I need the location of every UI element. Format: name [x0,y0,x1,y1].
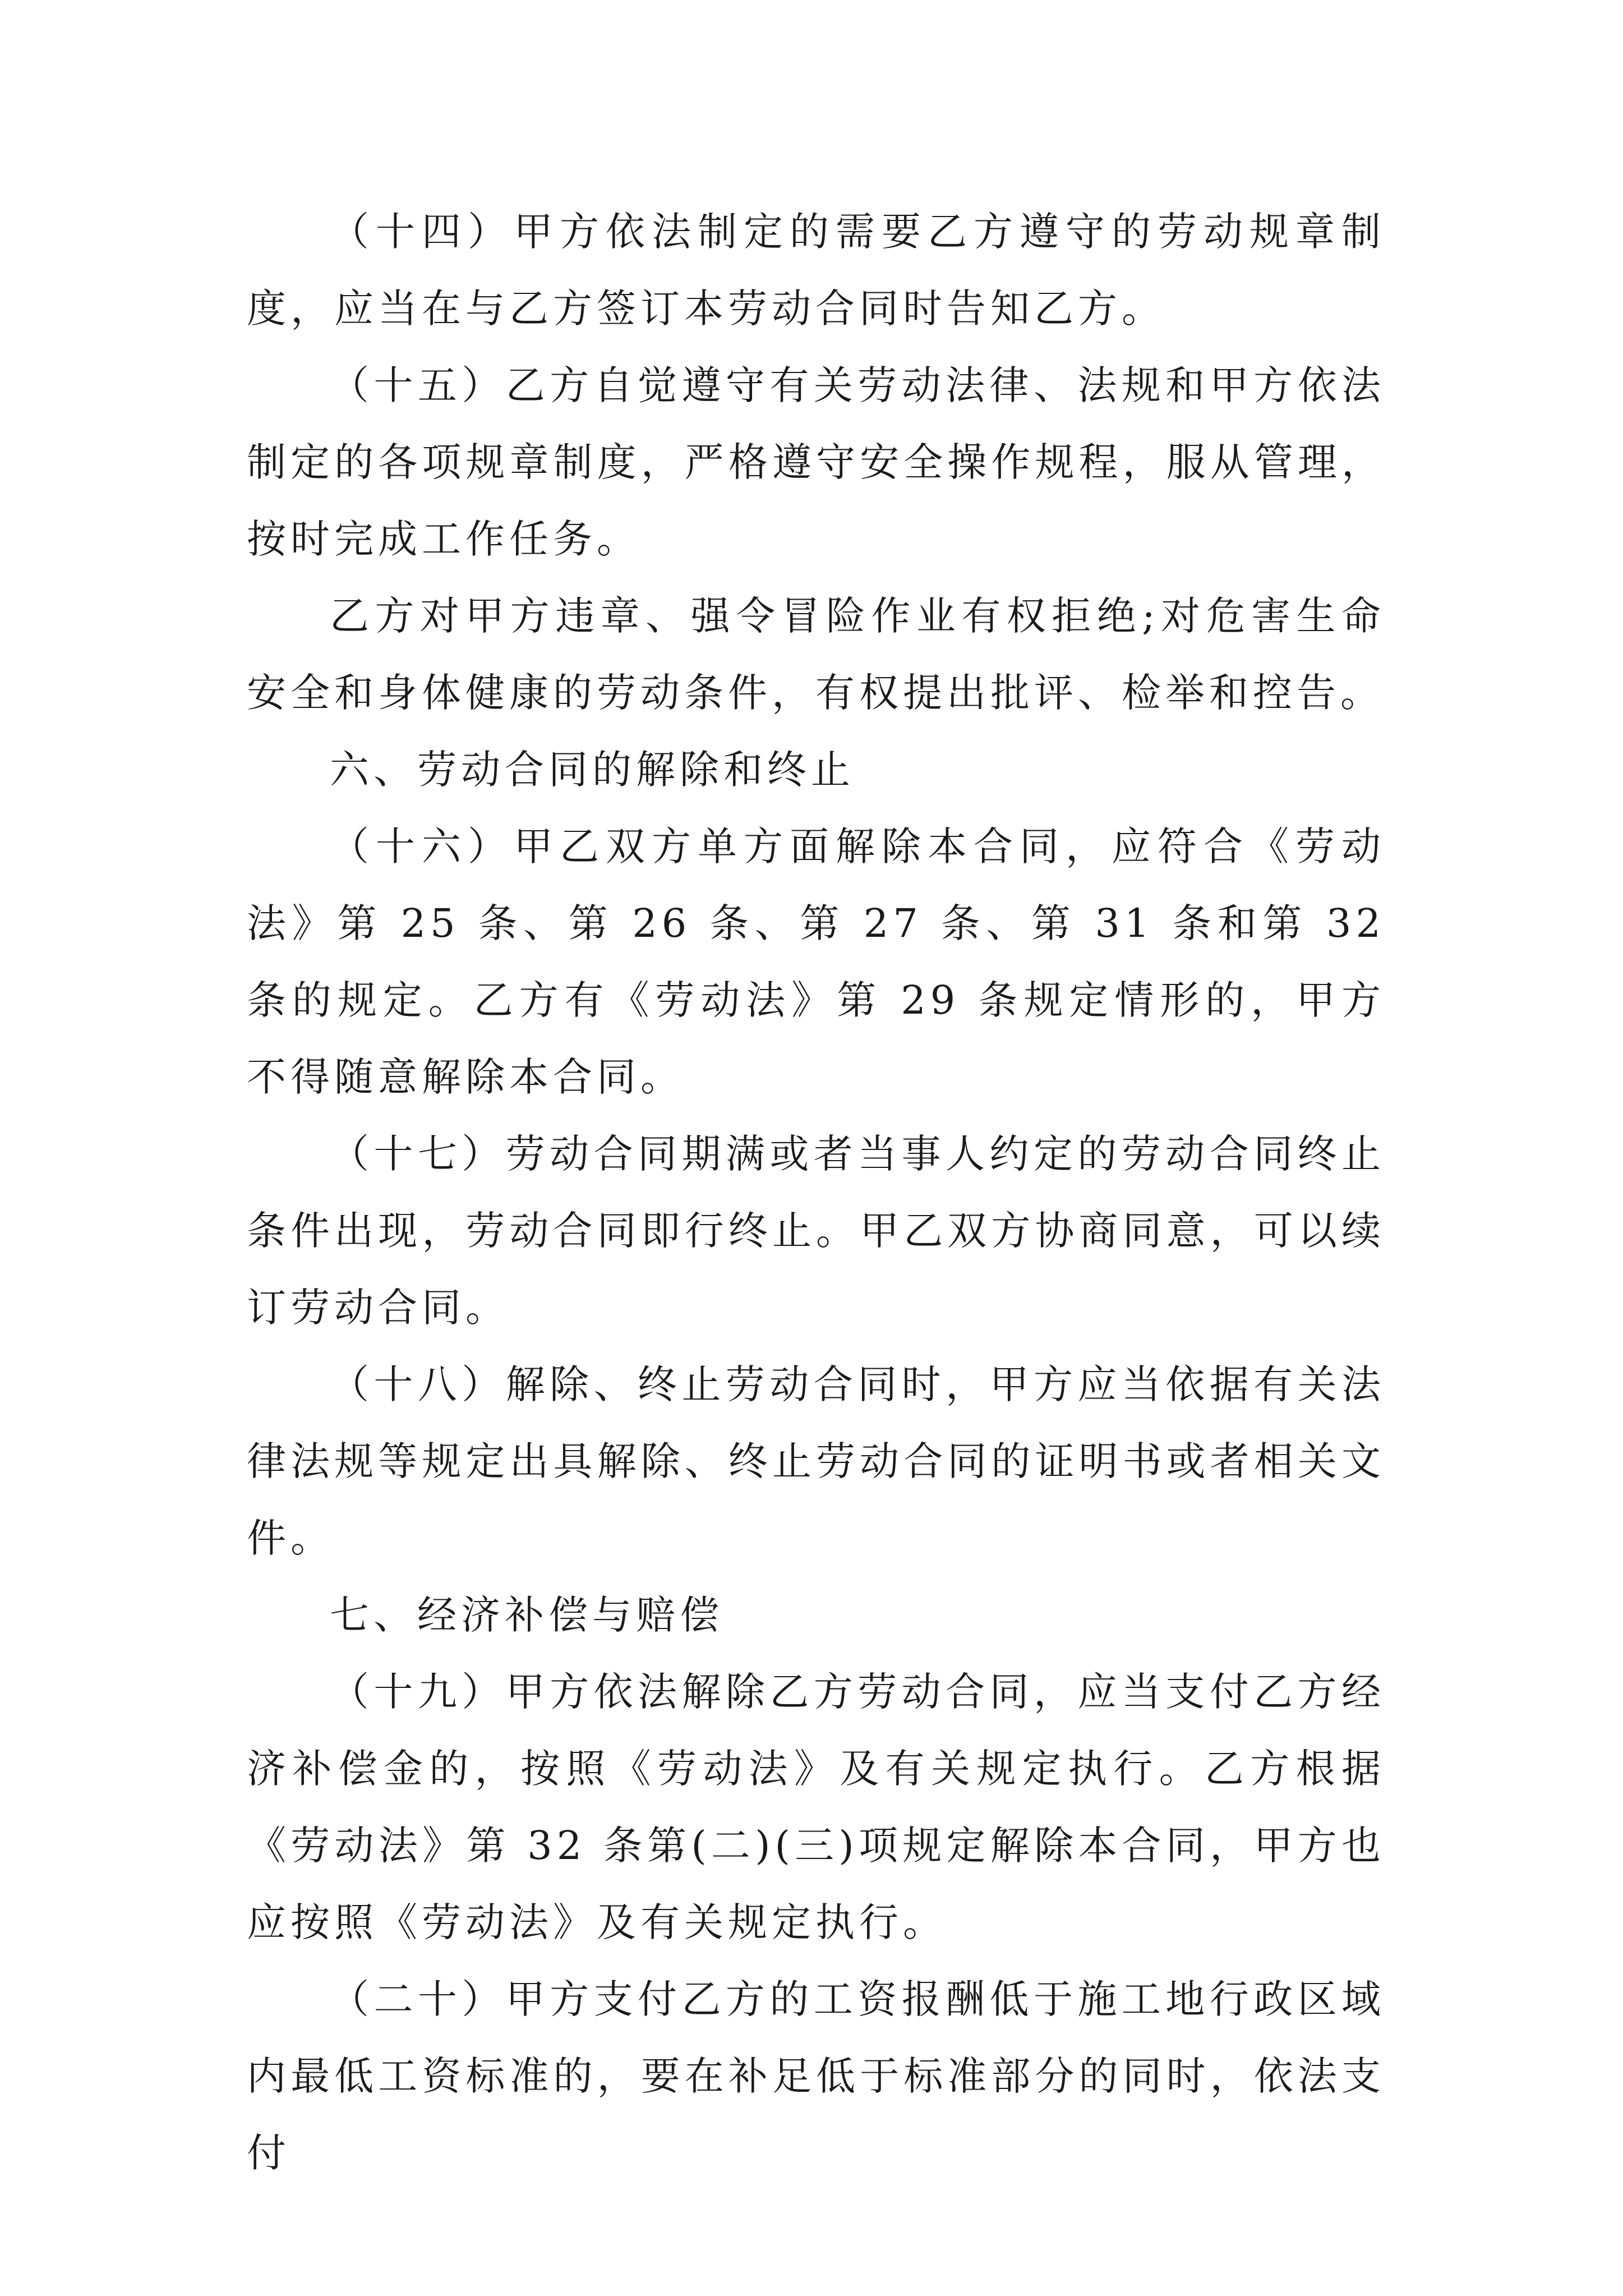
paragraph-clause-19: （十九）甲方依法解除乙方劳动合同，应当支付乙方经济补偿金的，按照《劳动法》及有关规定执行。乙方根据《劳动法》第 32 条第(二)(三)项规定解除本合同，甲方也应按照《劳动法》及有关规定执行。 [247,1669,1385,1945]
section-heading-termination: 六、劳动合同的解除和终止 [330,747,855,793]
paragraph-clause-17: （十七）劳动合同期满或者当事人约定的劳动合同终止条件出现，劳动合同即行终止。甲乙双方协商同意，可以续订劳动合同。 [247,1131,1385,1331]
section-heading-compensation: 七、经济补偿与赔偿 [330,1592,723,1638]
paragraph-clause-14: （十四）甲方依法制定的需要乙方遵守的劳动规章制度，应当在与乙方签订本劳动合同时告知乙方。 [247,209,1385,332]
paragraph-refusal-rights: 乙方对甲方违章、强令冒险作业有权拒绝;对危害生命安全和身体健康的劳动条件，有权提出批评、检举和控告。 [247,593,1385,716]
paragraph-clause-18: （十八）解除、终止劳动合同时，甲方应当依据有关法律法规等规定出具解除、终止劳动合同的证明书或者相关文件。 [247,1361,1385,1561]
paragraph-clause-15: （十五）乙方自觉遵守有关劳动法律、法规和甲方依法制定的各项规章制度，严格遵守安全操作规程，服从管理，按时完成工作任务。 [247,362,1385,562]
document-body [247,194,1385,2192]
paragraph-clause-16: （十六）甲乙双方单方面解除本合同，应符合《劳动法》第 25 条、第 26 条、第 27 条、第 31 条和第 32 条的规定。乙方有《劳动法》第 29 条规定情形的，甲方不得随意解除本合同。 [247,823,1385,1100]
paragraph-clause-20: （二十）甲方支付乙方的工资报酬低于施工地行政区域内最低工资标准的，要在补足低于标准部分的同时，依法支付 [247,1976,1385,2176]
